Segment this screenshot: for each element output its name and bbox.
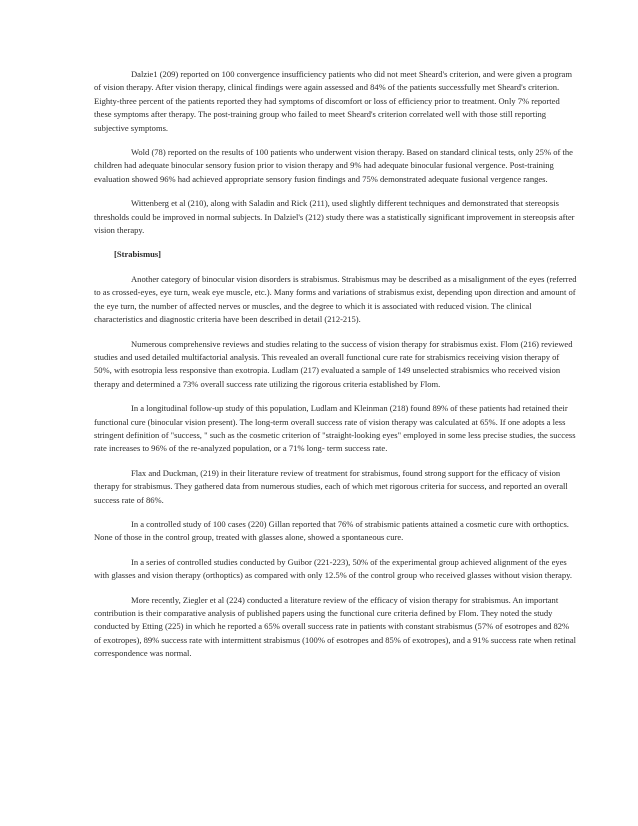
- paragraph-dalziel-convergence: Dalzie1 (209) reported on 100 convergence insufficiency patients who did not meet Sheard's criterion, and were given a program of vision therapy. After vision therapy, clinical findings were again assessed and 84% of the patients successfully met Sheard's criterion. Eighty-three percent of the patients reported they had symptoms of discomfort or loss of efficiency prior to treatment. Only 7% reported these symptoms after therapy. The post-training group who failed to meet Sheard's criterion correlated well with those still reporting subjective symptoms.: [94, 69, 573, 133]
- paragraph-wold-results: Wold (78) reported on the results of 100 patients who underwent vision therapy. Based on standard clinical tests, only 25% of the children had adequate binocular sensory fusion prior to vision therapy and 9% had adequate binocular fusional vergence. Post-training evaluation showed 96% had achieved appropriate sensory fusion findings and 75% demonstrated adequate fusional vergence ranges.: [94, 147, 573, 184]
- paragraph-ludlam-followup: In a longitudinal follow-up study of this population, Ludlam and Kleinman (218) found 89% of these patients had retained their functional cure (binocular vision present). The long-term overall success rate of vision therapy was calculated at 65%. If one adopts a less stringent definition of "success, " such as the cosmetic criterion of "straight-looking eyes" employed in some less precise studies, the success rate increases to 96% of the re-analyzed population, or a 71% long- term success rate.: [94, 403, 576, 454]
- paragraph-flax-duckman: Flax and Duckman, (219) in their literature review of treatment for strabismus, found strong support for the efficacy of vision therapy for strabismus. They gathered data from numerous studies, each of which met rigorous criteria for success, and reported an overall success rate of 86%.: [94, 467, 568, 505]
- document-page: [94, 68, 578, 672]
- paragraph-flom-review: Numerous comprehensive reviews and studies relating to the success of vision therapy for strabismus exist. Flom (216) reviewed studies and used detailed multifactorial analysis. This revealed an overall functional cure rate for strabismics receiving vision therapy of 50%, with esotropia less responsive than exotropia. Ludlam (217) evaluated a sample of 149 unselected strabismics who received vision therapy and determined a 73% overall success rate utilizing the rigorous criteria established by Flom.: [94, 338, 573, 389]
- section-heading-strabismus: [Strabismus]: [114, 249, 162, 260]
- paragraph-strabismus-definition: Another category of binocular vision disorders is strabismus. Strabismus may be described as a misalignment of the eyes (referred to as crossed-eyes, eye turn, weak eye muscle, etc.). Many forms and variations of strabismus exist, depending upon direction and amount of the eye turn, the number of affected nerves or muscles, and the degree to which it is associated with reduced vision. The clinical characteristics and diagnostic criteria have been described in detail (212-215).: [94, 273, 577, 325]
- paragraph-gillan-study: In a controlled study of 100 cases (220) Gillan reported that 76% of strabismic patients attained a cosmetic cure with orthoptics. None of those in the control group, treated with glasses alone, showed a spontaneous cure.: [94, 518, 569, 543]
- paragraph-wittenberg-stereopsis: Wittenberg et al (210), along with Saladin and Rick (211), used slightly different techniques and demonstrated that stereopsis thresholds could be improved in normal subjects. In Dalziel's (212) study there was a statistically significant improvement in stereopsis after vision therapy.: [94, 198, 575, 236]
- paragraph-guibor-studies: In a series of controlled studies conducted by Guibor (221-223), 50% of the experimental group achieved alignment of the eyes with glasses and vision therapy (orthoptics) as compared with only 12.5% of the control group who received glasses without vision therapy.: [94, 556, 572, 581]
- paragraph-ziegler-review: More recently, Ziegler et al (224) conducted a literature review of the efficacy of vision therapy for strabismus. An important contribution is their comparative analysis of published papers using the functional cure criteria defined by Flom. They noted the study conducted by Etting (225) in which he reported a 65% overall success rate in patients with constant strabismus (57% of esotropes and 82% of exotropes), 89% success rate with intermittent strabismus (100% of esotropes and 85% of exotropes), and a 91% success rate when retinal correspondence was normal.: [94, 594, 577, 659]
